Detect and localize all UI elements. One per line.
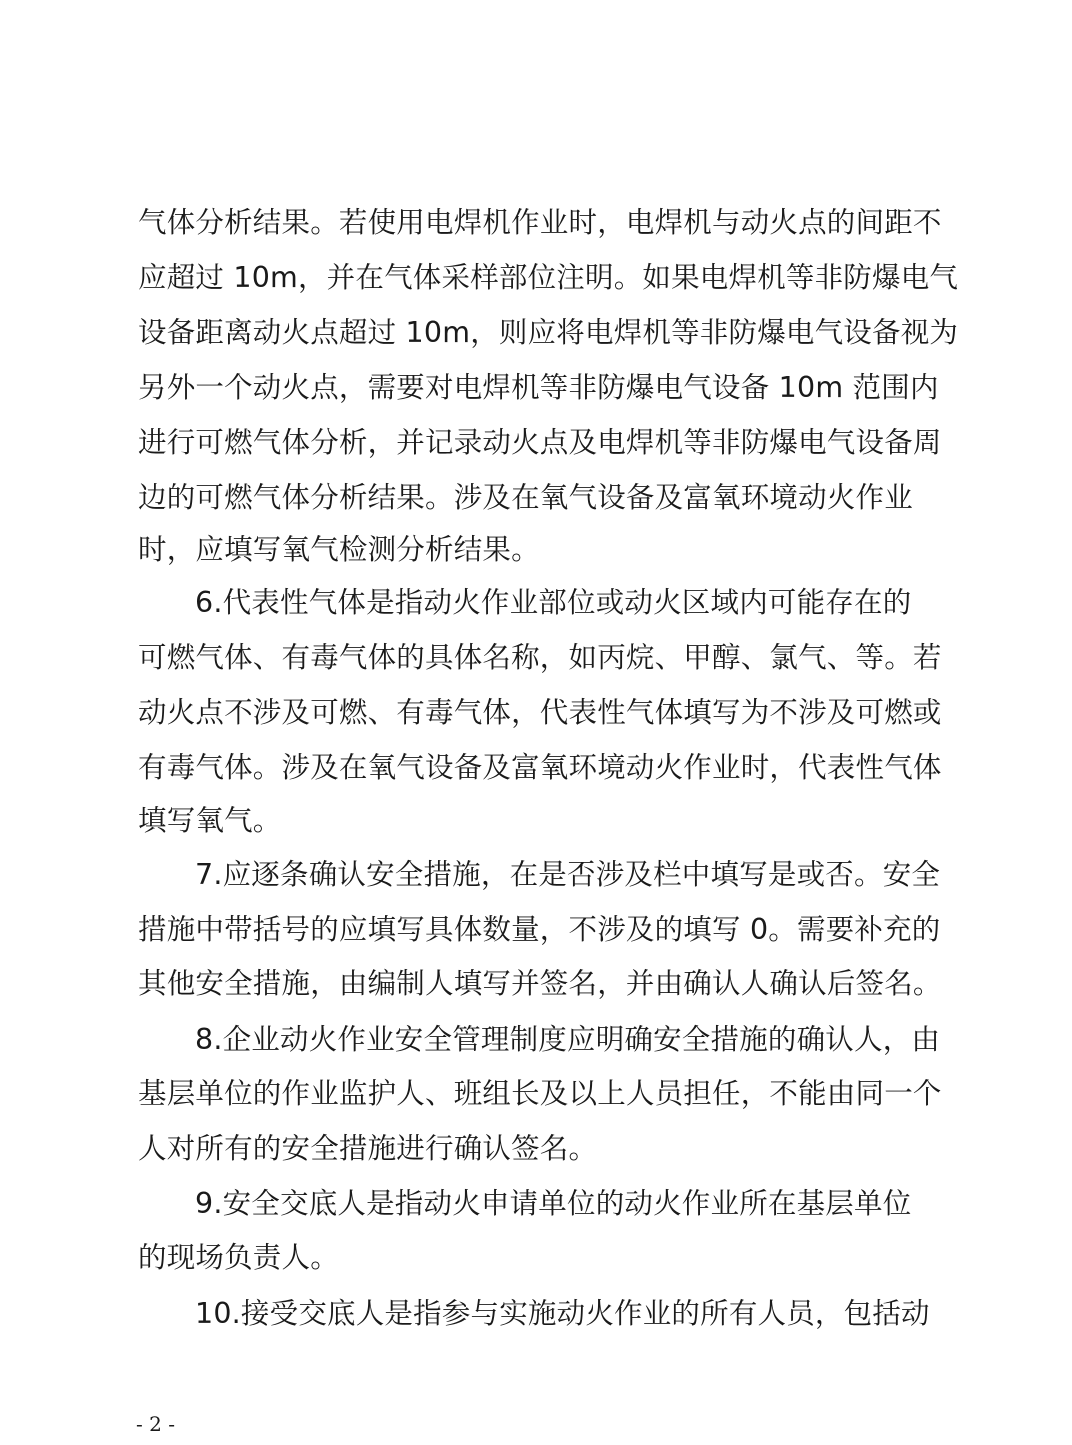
- text-line: 其他安全措施，由编制人填写并签名，并由确认人确认后签名。: [138, 967, 942, 1000]
- page-number: - 2 -: [136, 1412, 175, 1436]
- text-line: 动火点不涉及可燃、有毒气体，代表性气体填写为不涉及可燃或: [138, 696, 942, 729]
- text-line: 基层单位的作业监护人、班组长及以上人员担任，不能由同一个: [138, 1077, 942, 1110]
- text-line: 措施中带括号的应填写具体数量，不涉及的填写 0。需要补充的: [138, 913, 941, 946]
- text-line: 应超过 10m，并在气体采样部位注明。如果电焊机等非防爆电气: [138, 261, 959, 294]
- text-line: 的现场负责人。: [138, 1241, 339, 1274]
- text-line: 可燃气体、有毒气体的具体名称，如丙烷、甲醇、氯气、等。若: [138, 641, 942, 674]
- text-line: 边的可燃气体分析结果。涉及在氧气设备及富氧环境动火作业: [138, 481, 913, 514]
- text-line: 气体分析结果。若使用电焊机作业时，电焊机与动火点的间距不: [138, 206, 942, 239]
- paragraph-10-start: 10.接受交底人是指参与实施动火作业的所有人员，包括动: [195, 1297, 930, 1330]
- text-line: 填写氧气。: [138, 804, 282, 837]
- paragraph-7-start: 7.应逐条确认安全措施，在是否涉及栏中填写是或否。安全: [195, 858, 941, 891]
- paragraph-8-start: 8.企业动火作业安全管理制度应明确安全措施的确认人，由: [195, 1023, 941, 1056]
- text-line: 另外一个动火点，需要对电焊机等非防爆电气设备 10m 范围内: [138, 371, 939, 404]
- text-line: 时，应填写氧气检测分析结果。: [138, 533, 540, 566]
- paragraph-9-start: 9.安全交底人是指动火申请单位的动火作业所在基层单位: [195, 1187, 912, 1220]
- text-line: 有毒气体。涉及在氧气设备及富氧环境动火作业时，代表性气体: [138, 751, 942, 784]
- text-line: 人对所有的安全措施进行确认签名。: [138, 1132, 598, 1165]
- text-line: 进行可燃气体分析，并记录动火点及电焊机等非防爆电气设备周: [138, 426, 942, 459]
- text-line: 设备距离动火点超过 10m，则应将电焊机等非防爆电气设备视为: [138, 316, 959, 349]
- paragraph-6-start: 6.代表性气体是指动火作业部位或动火区域内可能存在的: [195, 586, 912, 619]
